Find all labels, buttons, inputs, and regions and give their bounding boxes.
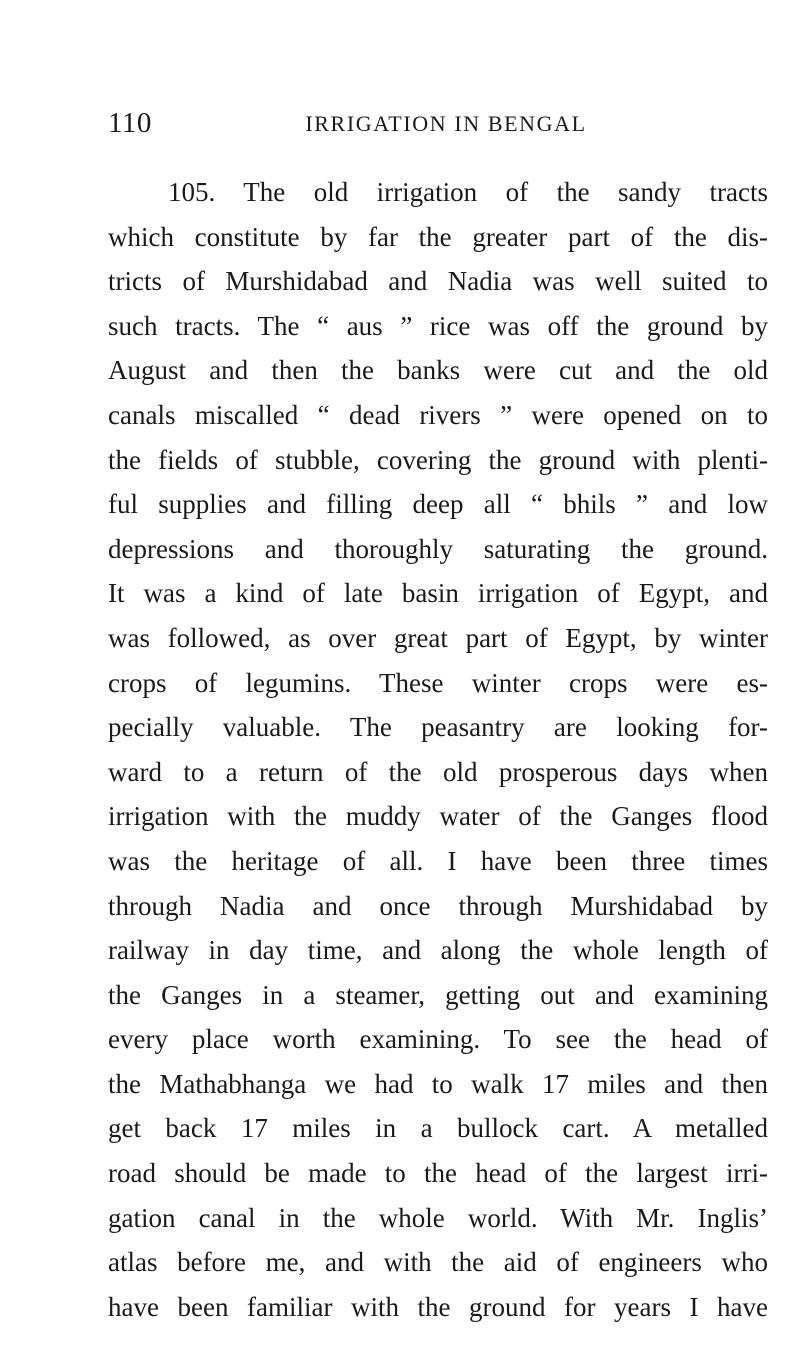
text-line: depressions and thoroughly saturating the ground. [108,533,768,564]
text-line: every place worth examining. To see the head of [108,1024,768,1055]
text-line: the Ganges in a steamer, getting out and examining [108,979,768,1010]
text-line: which constitute by far the greater part of the dis- [108,221,768,252]
running-title: IRRIGATION IN BENGAL [305,111,587,136]
text-line: crops of legumins. These winter crops were es- [108,667,768,698]
page-number: 110 [108,107,152,139]
text-line: ful supplies and filling deep all “ bhils ” and low [108,489,768,520]
text-line: was followed, as over great part of Egypt, by winter [108,622,768,653]
text-line: ward to a return of the old prosperous days when [108,756,768,787]
text-line: gation canal in the whole world. With Mr. Inglis’ [108,1202,768,1233]
text-line: It was a kind of late basin irrigation of Egypt, and [108,578,768,609]
text-line: the fields of stubble, covering the ground with plenti- [108,444,768,475]
text-line: tricts of Murshidabad and Nadia was well suited to [108,266,768,297]
text-line: railway in day time, and along the whole length of [108,935,768,966]
text-line: 105. The old irrigation of the sandy tracts [168,177,768,207]
text-line: through Nadia and once through Murshidabad by [108,890,768,921]
text-line: was the heritage of all. I have been three times [108,845,768,876]
text-line: August and then the banks were cut and the old [108,355,768,386]
text-line: such tracts. The “ aus ” rice was off the ground by [108,310,768,341]
paragraph [108,170,768,1329]
text-line: road should be made to the head of the largest irri- [108,1158,768,1189]
page-header [108,107,744,151]
text-line: pecially valuable. The peasantry are looking for- [108,712,768,743]
text-line: atlas before me, and with the aid of engineers who [108,1247,768,1278]
text-line: canals miscalled “ dead rivers ” were opened on to [108,399,768,430]
text-line: the Mathabhanga we had to walk 17 miles and then [108,1068,768,1099]
text-line: have been familiar with the ground for years I have [108,1291,768,1322]
text-line: irrigation with the muddy water of the Ganges flood [108,801,768,832]
text-line: get back 17 miles in a bullock cart. A metalled [108,1113,768,1144]
